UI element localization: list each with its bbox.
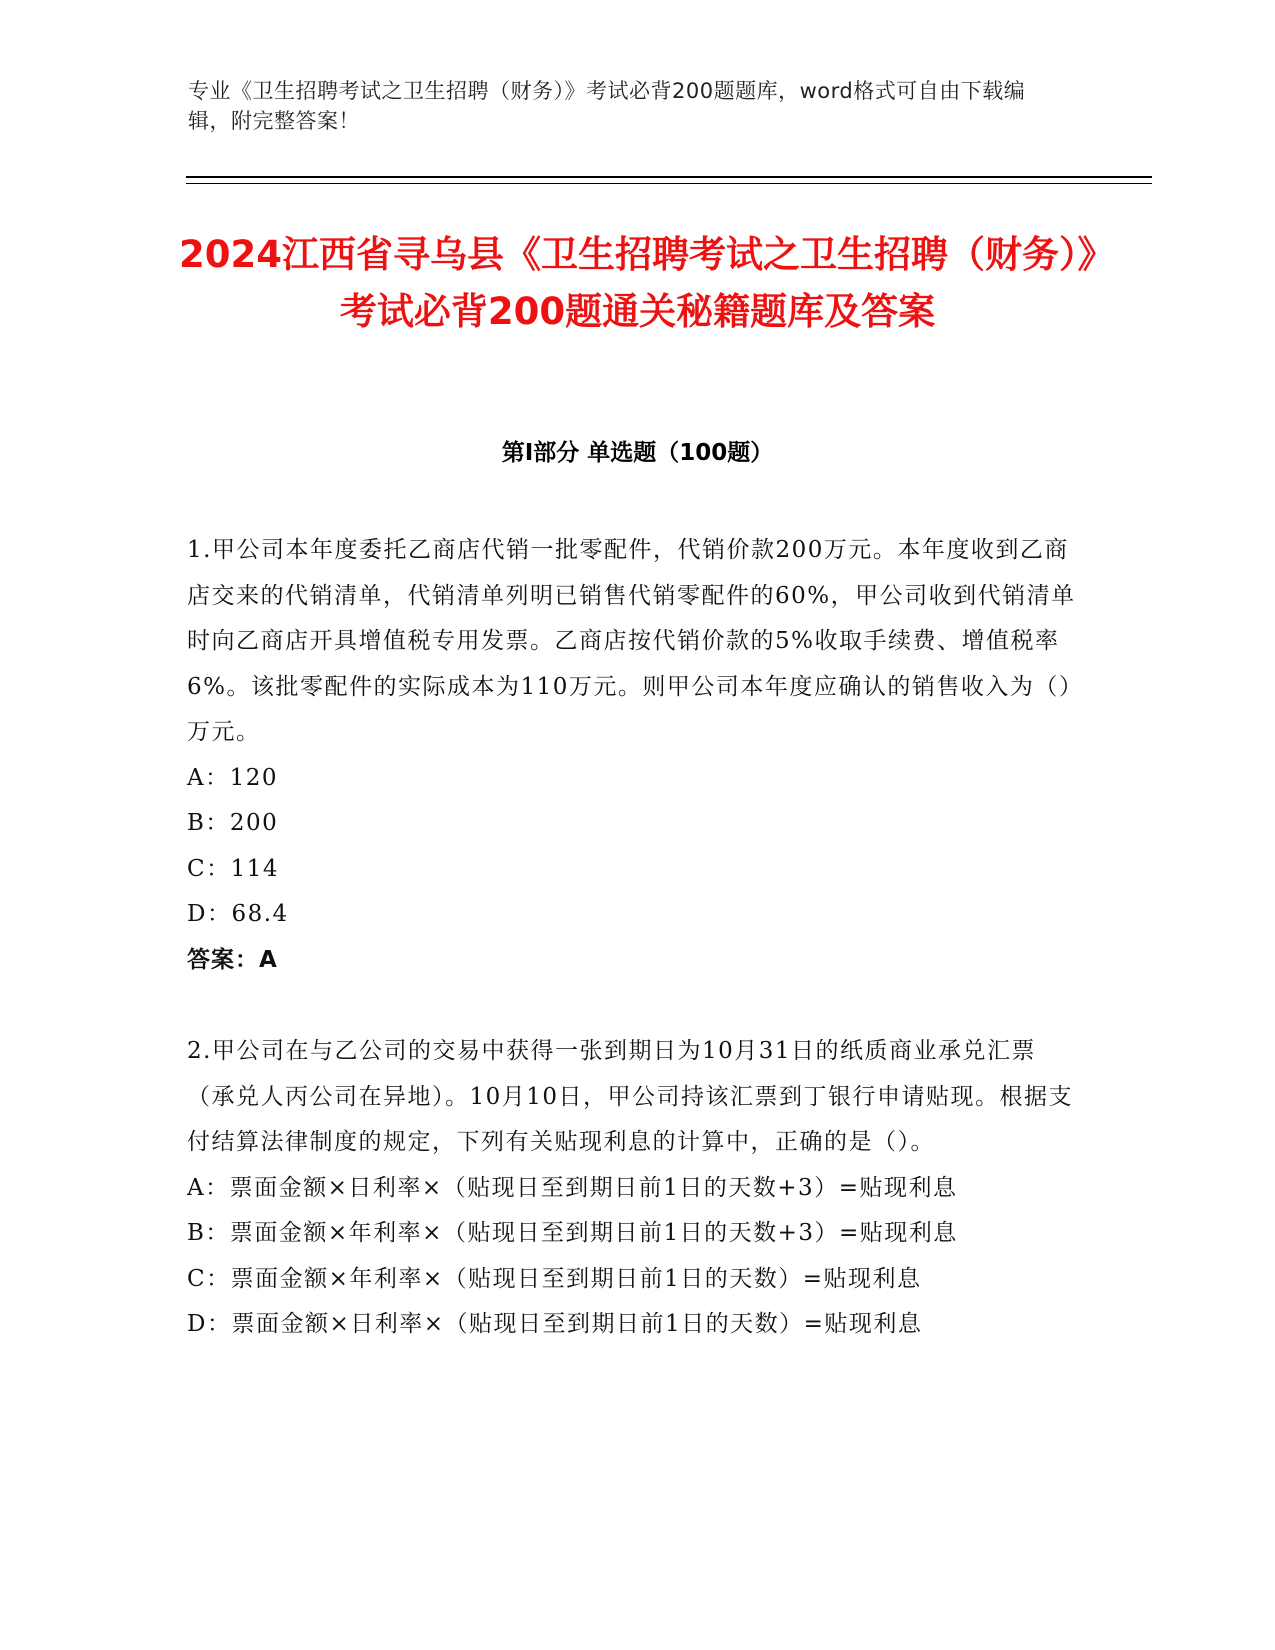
question-2: [187, 1029, 1082, 1348]
section-title: 第I部分 单选题（100题）: [501, 440, 774, 466]
header-note: 专业《卫生招聘考试之卫生招聘（财务）》考试必背200题题库，word格式可自由下载编辑，附完整答案！: [188, 79, 1026, 133]
question-list: [187, 528, 1082, 1348]
option-c: C：114: [187, 855, 279, 882]
option-d: D：票面金额×日利率×（贴现日至到期日前1日的天数）=贴现利息: [187, 1311, 923, 1337]
option-b: B：200: [187, 810, 279, 836]
option-c: C：票面金额×年利率×（贴现日至到期日前1日的天数）=贴现利息: [187, 1265, 922, 1292]
header-divider-thick: [186, 176, 1152, 178]
question-stem: 1.甲公司本年度委托乙商店代销一批零配件，代销价款200万元。本年度收到乙商店交来的代销清单，代销清单列明已销售代销零配件的60%，甲公司收到代销清单时向乙商店开具增值税专用发票。乙商店按代销价款的5%收取手续费、增值税率6%。该批零配件的实际成本为110万元。则甲公司本年度应确认的销售收入为（）万元。: [187, 537, 1076, 745]
option-a: A：票面金额×日利率×（贴现日至到期日前1日的天数+3）=贴现利息: [187, 1174, 958, 1201]
header-divider-thin: [186, 183, 1152, 184]
option-b: B：票面金额×年利率×（贴现日至到期日前1日的天数+3）=贴现利息: [187, 1220, 958, 1246]
option-d: D：68.4: [187, 901, 289, 927]
question-stem: 2.甲公司在与乙公司的交易中获得一张到期日为10月31日的纸质商业承兑汇票（承兑人丙公司在异地）。10月10日，甲公司持该汇票到丁银行申请贴现。根据支付结算法律制度的规定，下列有关贴现利息的计算中，正确的是（）。: [187, 1038, 1074, 1155]
document-title: 2024江西省寻乌县《卫生招聘考试之卫生招聘（财务）》考试必背200题通关秘籍题库及答案: [179, 233, 1096, 333]
question-1: [187, 528, 1082, 983]
option-a: A：120: [187, 764, 279, 791]
answer: 答案：A: [187, 946, 278, 973]
